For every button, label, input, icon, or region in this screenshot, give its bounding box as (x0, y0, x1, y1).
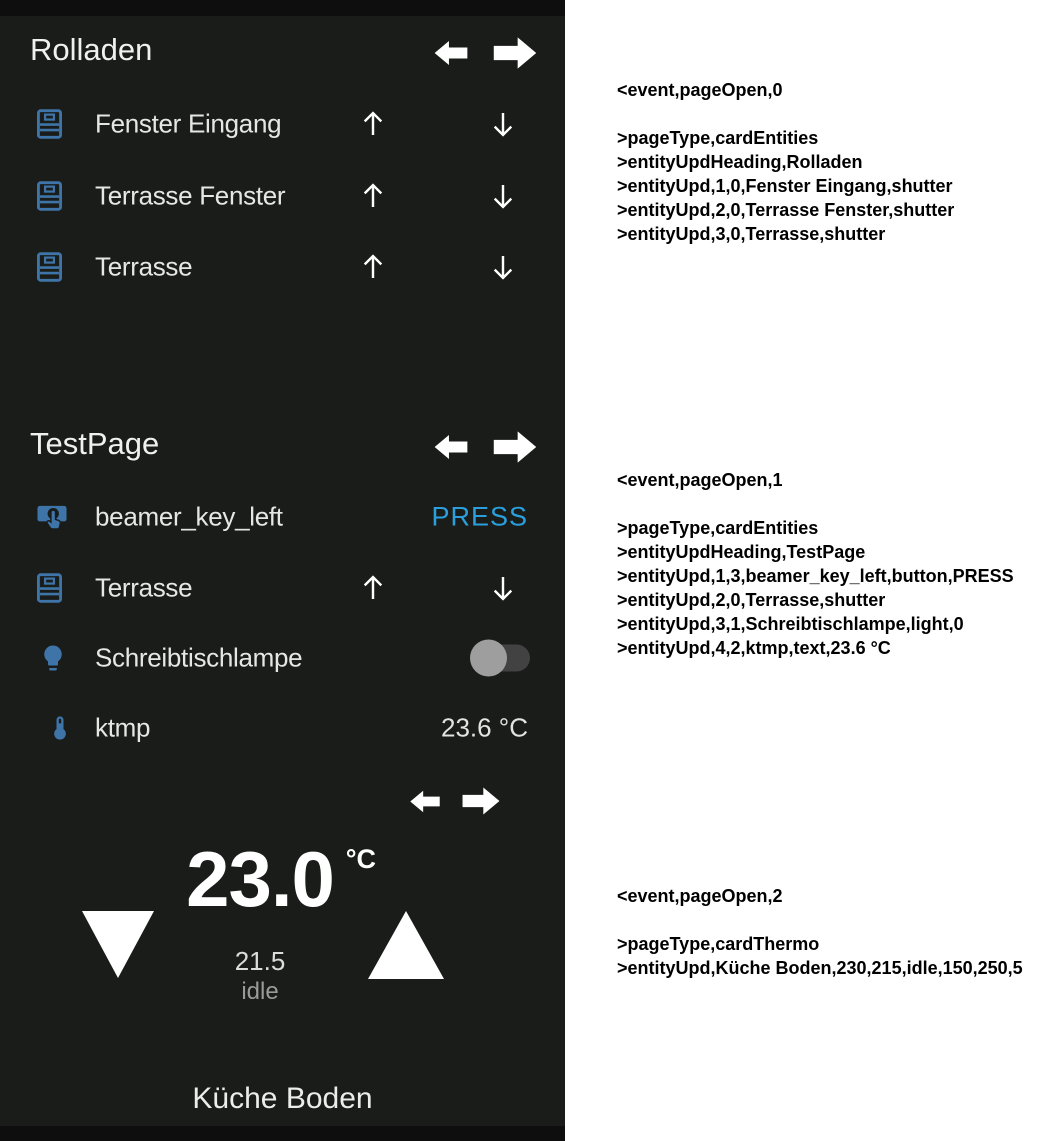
log-line: >pageType,cardEntities (617, 128, 819, 148)
log-line: >entityUpdHeading,TestPage (617, 542, 866, 562)
log-block-page2 (617, 884, 1023, 980)
lightbulb-icon (38, 643, 68, 673)
arrow-down-icon (489, 573, 517, 603)
card2-heading: TestPage (30, 426, 160, 461)
log-block-page1 (617, 468, 1014, 660)
thermometer-icon (46, 714, 74, 742)
shutter-down-button[interactable] (489, 109, 517, 139)
shutter-down-button[interactable] (489, 573, 517, 603)
light-toggle-switch[interactable] (474, 645, 530, 672)
arrow-left-icon (433, 432, 469, 462)
log-block-page0 (617, 78, 954, 246)
log-line: >entityUpd,2,0,Terrasse Fenster,shutter (617, 200, 955, 220)
log-line: <event,pageOpen,2 (617, 886, 783, 906)
entity-row (0, 482, 565, 552)
log-line: >pageType,cardThermo (617, 934, 820, 954)
card2-nav-prev-button[interactable] (433, 432, 469, 462)
toggle-knob (470, 640, 507, 677)
log-line: <event,pageOpen,1 (617, 470, 783, 490)
window-shutter-icon (36, 181, 63, 212)
card1-heading: Rolladen (30, 32, 153, 67)
log-gap (617, 102, 954, 126)
log-gap (617, 908, 1023, 932)
window-shutter-icon (36, 252, 63, 283)
thermostat-title: Küche Boden (192, 1082, 373, 1115)
entity-label: beamer_key_left (95, 501, 283, 532)
arrow-up-icon (359, 252, 387, 282)
arrow-up-icon (359, 573, 387, 603)
current-temperature (140, 835, 380, 923)
entity-row (0, 161, 565, 231)
hvac-state: idle (241, 978, 279, 1005)
gesture-tap-button-icon (36, 502, 68, 532)
entity-row (0, 553, 565, 623)
shutter-down-button[interactable] (489, 252, 517, 282)
panel-top-bezel (0, 0, 565, 16)
temperature-unit: °C (345, 844, 376, 874)
entity-row (0, 89, 565, 159)
window-shutter-icon (36, 573, 63, 604)
press-button[interactable]: PRESS (431, 501, 528, 532)
panel-bottom-bezel (0, 1126, 565, 1141)
arrow-left-icon (433, 38, 469, 68)
card1-nav-next-button[interactable] (492, 33, 538, 73)
log-gap (617, 492, 1014, 516)
arrow-right-icon (492, 427, 538, 467)
shutter-up-button[interactable] (359, 573, 387, 603)
log-line: >entityUpdHeading,Rolladen (617, 152, 863, 172)
protocol-log (565, 0, 1045, 1141)
arrow-down-icon (489, 181, 517, 211)
card3-nav-next-button[interactable] (461, 784, 501, 818)
arrow-down-icon (489, 109, 517, 139)
entity-label: Schreibtischlampe (95, 642, 303, 673)
log-line: <event,pageOpen,0 (617, 80, 783, 100)
log-line: >entityUpd,2,0,Terrasse,shutter (617, 590, 886, 610)
card2-nav-next-button[interactable] (492, 427, 538, 467)
arrow-left-icon (408, 788, 442, 815)
arrow-up-icon (359, 181, 387, 211)
window-shutter-icon (36, 109, 63, 140)
log-line: >entityUpd,1,3,beamer_key_left,button,PRESS (617, 566, 1014, 586)
card3-nav-prev-button[interactable] (408, 788, 442, 815)
entity-label: ktmp (95, 712, 151, 743)
arrow-up-icon (359, 109, 387, 139)
log-line: >entityUpd,Küche Boden,230,215,idle,150,250,5 (617, 958, 1023, 978)
shutter-up-button[interactable] (359, 252, 387, 282)
entity-label: Terrasse (95, 251, 193, 282)
arrow-down-icon (489, 252, 517, 282)
log-line: >pageType,cardEntities (617, 518, 819, 538)
entity-label: Fenster Eingang (95, 108, 282, 139)
sensor-value: 23.6 °C (440, 712, 528, 743)
arrow-right-icon (461, 784, 501, 818)
entity-row (0, 623, 565, 693)
shutter-up-button[interactable] (359, 181, 387, 211)
arrow-right-icon (492, 33, 538, 73)
target-temperature: 21.5 (234, 946, 286, 976)
entity-label: Terrasse Fenster (95, 180, 286, 211)
log-line: >entityUpd,1,0,Fenster Eingang,shutter (617, 176, 953, 196)
entity-row (0, 693, 565, 763)
card1-nav-prev-button[interactable] (433, 38, 469, 68)
log-line: >entityUpd,3,1,Schreibtischlampe,light,0 (617, 614, 964, 634)
shutter-down-button[interactable] (489, 181, 517, 211)
entity-row (0, 232, 565, 302)
entity-label: Terrasse (95, 572, 193, 603)
shutter-up-button[interactable] (359, 109, 387, 139)
current-temperature-value: 23.0 (186, 835, 334, 923)
log-line: >entityUpd,3,0,Terrasse,shutter (617, 224, 886, 244)
log-line: >entityUpd,4,2,ktmp,text,23.6 °C (617, 638, 891, 658)
